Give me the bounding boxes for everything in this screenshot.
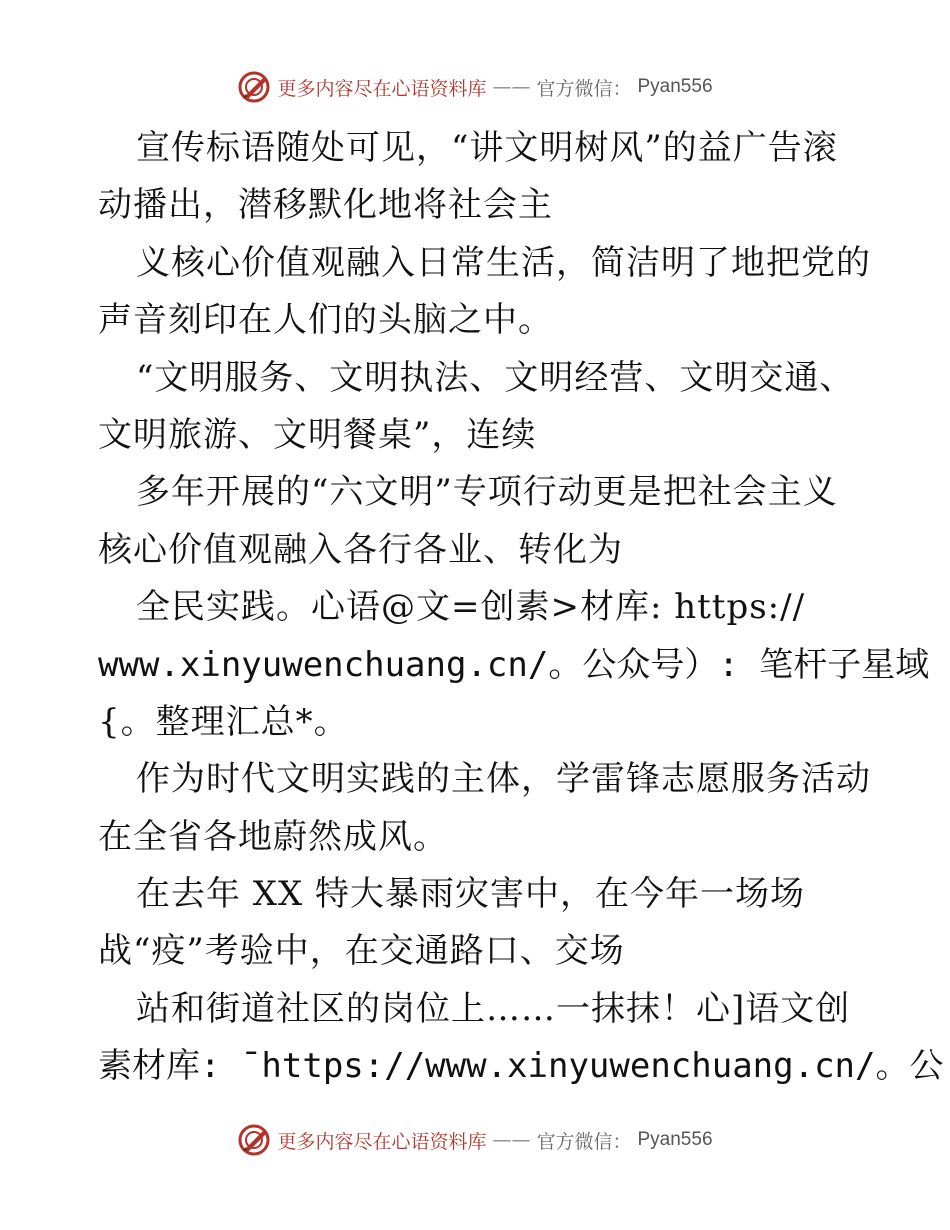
watermark-official-label: 官方微信： [536, 1130, 632, 1153]
text-line: www.xinyuwenchuang.cn/。公众号）: 笔杆子星域 [98, 644, 930, 685]
text-line: 声音刻印在人们的头脑之中。 [98, 300, 553, 341]
text-line: 多年开展的“六文明”专项行动更是把社会主义 [136, 472, 838, 513]
watermark-official-label: 官方微信： [536, 77, 632, 100]
text-line: 站和街道社区的岗位上……一抹抹！心]语文创 [136, 988, 851, 1029]
text-line: “文明服务、文明执法、文明经营、文明交通、 [136, 357, 855, 398]
text-line: 全民实践。心语@文=创素>材库: https:// [136, 587, 806, 628]
text-line: 在去年 XX 特大暴雨灾害中，在今年一场场 [136, 874, 806, 915]
brand-logo-icon [237, 70, 271, 104]
watermark-text: 更多内容尽在心语资料库 [277, 1130, 487, 1153]
text-line: 在全省各地蔚然成风。 [98, 816, 448, 857]
document-body [98, 120, 944, 1096]
watermark-footer [0, 1123, 950, 1157]
text-line: 核心价值观融入各行各业、转化为 [98, 529, 623, 570]
text-line: 文明旅游、文明餐桌”，连续 [98, 414, 537, 455]
text-line: 宣传标语随处可见，“讲文明树风”的益广告滚 [136, 128, 838, 168]
watermark-wechat-id: Pyan556 [637, 76, 713, 97]
watermark-dash: —— [492, 76, 531, 98]
watermark-header [0, 70, 950, 104]
text-line: {。整理汇总*。 [98, 701, 349, 742]
brand-logo-icon [237, 1123, 271, 1157]
watermark-text: 更多内容尽在心语资料库 [277, 77, 487, 100]
watermark-dash: —— [492, 1129, 531, 1151]
text-line: 义核心价值观融入日常生活，简洁明了地把党的 [136, 242, 871, 283]
text-line: 战“疫”考验中，在交通路口、交场 [98, 931, 625, 972]
watermark-wechat-id: Pyan556 [637, 1129, 713, 1150]
text-line: 动播出，潜移默化地将社会主 [98, 185, 553, 226]
text-line: 作为时代文明实践的主体，学雷锋志愿服务活动 [136, 759, 871, 800]
text-line: 素材库: ¯https://www.xinyuwenchuang.cn/。公 [98, 1046, 944, 1087]
